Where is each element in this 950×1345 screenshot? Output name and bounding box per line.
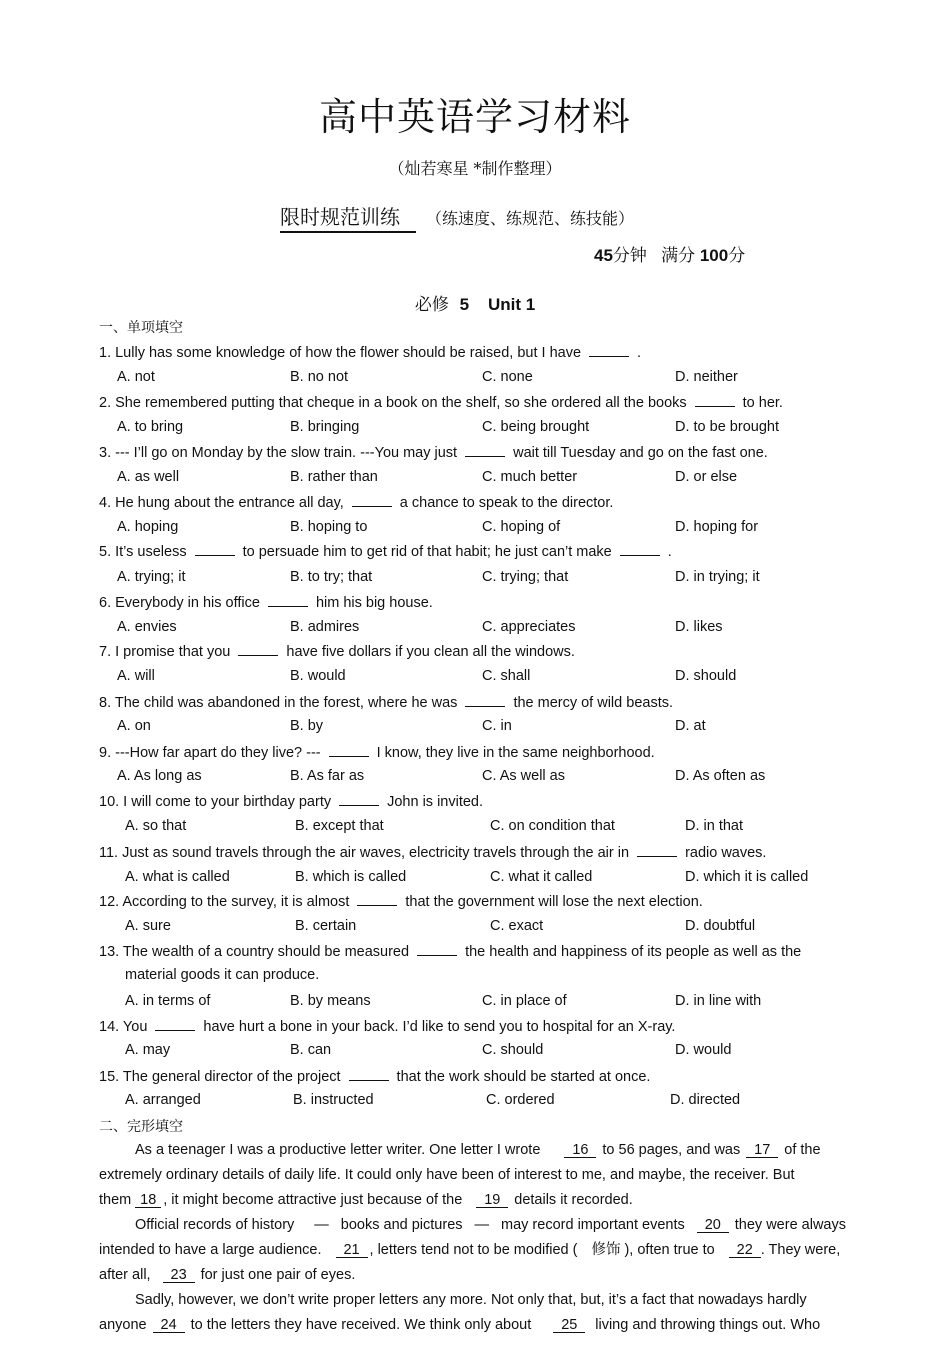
blank-17[interactable]: 17 [746,1143,778,1158]
question-7-option-c[interactable]: C. shall [482,668,531,684]
answer-blank[interactable] [465,444,505,457]
passage-line: intended to have a large audience. 21 , letters tend not to be modified ( 修饰 ), often true to 22 . They were, [99,1242,841,1258]
training-title: 限时规范训练 [280,201,416,233]
answer-blank[interactable] [339,793,379,806]
answer-blank[interactable] [195,543,235,556]
question-10: 10. I will come to your birthday party John is invited. [99,794,484,810]
question-9-option-d[interactable]: D. As often as [675,768,766,784]
document-subtitle: （灿若寒星 *制作整理） [388,159,562,178]
time-number: 45 [594,246,613,265]
answer-blank[interactable] [637,844,677,857]
unit-number: 5 [459,295,470,314]
answer-blank[interactable] [238,643,278,656]
answer-blank[interactable] [465,694,505,707]
question-13: 13. The wealth of a country should be measured the health and happiness of its people as well as the [99,944,802,960]
question-3-option-b[interactable]: B. rather than [290,469,378,485]
unit-heading [0,290,950,315]
question-10-option-c[interactable]: C. on condition that [490,818,615,834]
question-6-option-a[interactable]: A. envies [117,619,177,635]
question-6-option-c[interactable]: C. appreciates [482,619,576,635]
answer-blank[interactable] [620,543,660,556]
passage-line: As a teenager I was a productive letter writer. One letter I wrote 16 to 56 pages, and was 17 of the [135,1142,821,1158]
question-15-option-a[interactable]: A. arranged [125,1092,201,1108]
passage-line: Official records of history — books and pictures — may record important events 20 they were always [135,1217,846,1233]
question-8-option-d[interactable]: D. at [675,718,706,734]
question-7-option-b[interactable]: B. would [290,668,346,684]
unit-name: Unit 1 [487,295,536,314]
question-6-option-b[interactable]: B. admires [290,619,360,635]
question-13-option-c[interactable]: C. in place of [482,993,567,1009]
blank-19[interactable]: 19 [476,1193,508,1208]
question-2-option-a[interactable]: A. to bring [117,419,184,435]
answer-blank[interactable] [268,594,308,607]
question-12-option-a[interactable]: A. sure [125,918,171,934]
blank-18[interactable]: 18 [135,1193,161,1208]
blank-23[interactable]: 23 [163,1268,195,1283]
question-5-option-d[interactable]: D. in trying; it [675,569,760,585]
unit-book: 必修 [414,295,449,315]
question-2-option-d[interactable]: D. to be brought [675,419,779,435]
question-2-option-b[interactable]: B. bringing [290,419,360,435]
blank-21[interactable]: 21 [336,1243,368,1258]
answer-blank[interactable] [329,744,369,757]
question-3: 3. --- I’ll go on Monday by the slow train. ---You may just wait till Tuesday and go on the fast one. [99,445,768,461]
question-1-option-b[interactable]: B. no not [290,369,349,385]
passage-line: them 18 , it might become attractive just because of the 19 details it recorded. [99,1192,633,1208]
passage-line: Sadly, however, we don’t write proper letters any more. Not only that, but, it’s a fact that nowadays hardly [135,1292,807,1308]
question-7-option-a[interactable]: A. will [117,668,155,684]
answer-blank[interactable] [352,494,392,507]
passage-line: anyone 24 to the letters they have received. We think only about 25 living and throwing things out. Who [99,1317,821,1333]
answer-blank[interactable] [357,893,397,906]
answer-blank[interactable] [349,1068,389,1081]
question-3-option-a[interactable]: A. as well [117,469,180,485]
question-14: 14. You have hurt a bone in your back. I’d like to send you to hospital for an X-ray. [99,1019,676,1035]
blank-22[interactable]: 22 [729,1243,761,1258]
question-5-option-b[interactable]: B. to try; that [290,569,373,585]
score-number: 100 [699,246,729,265]
blank-24[interactable]: 24 [153,1318,185,1333]
question-12-option-b[interactable]: B. certain [295,918,357,934]
section-cloze: 二、完形填空 [99,1119,183,1135]
question-14-option-d[interactable]: D. would [675,1042,732,1058]
question-10-option-a[interactable]: A. so that [125,818,187,834]
question-2: 2. She remembered putting that cheque in a book on the shelf, so she ordered all the books to her. [99,395,783,411]
answer-blank[interactable] [155,1018,195,1031]
question-9-option-c[interactable]: C. As well as [482,768,565,784]
question-11-option-d[interactable]: D. which it is called [685,869,809,885]
question-12: 12. According to the survey, it is almost that the government will lose the next election. [99,894,703,910]
question-14-option-c[interactable]: C. should [482,1042,544,1058]
question-2-option-c[interactable]: C. being brought [482,419,590,435]
question-1: 1. Lully has some knowledge of how the flower should be raised, but I have . [99,345,642,361]
question-3-option-d[interactable]: D. or else [675,469,738,485]
answer-blank[interactable] [695,394,735,407]
blank-20[interactable]: 20 [697,1218,729,1233]
training-note: （练速度、练规范、练技能） [426,209,635,228]
question-4-option-b[interactable]: B. hoping to [290,519,368,535]
question-15-option-d[interactable]: D. directed [670,1092,741,1108]
question-9: 9. ---How far apart do they live? --- I know, they live in the same neighborhood. [99,745,655,761]
question-8-option-a[interactable]: A. on [117,718,151,734]
passage-line: extremely ordinary details of daily life. It could only have been of interest to me, and maybe, the receiver. But [99,1167,795,1183]
training-heading [280,201,634,233]
question-12-option-d[interactable]: D. doubtful [685,918,756,934]
time-and-score [594,241,745,266]
question-11: 11. Just as sound travels through the air waves, electricity travels through the air in radio waves. [99,845,767,861]
question-3-option-c[interactable]: C. much better [482,469,578,485]
question-13-continued: material goods it can produce. [125,967,320,983]
question-4-option-d[interactable]: D. hoping for [675,519,759,535]
question-4: 4. He hung about the entrance all day, a chance to speak to the director. [99,495,614,511]
question-5-option-c[interactable]: C. trying; that [482,569,569,585]
question-5-option-a[interactable]: A. trying; it [117,569,186,585]
section-single-choice: 一、单项填空 [99,320,183,336]
question-13-option-d[interactable]: D. in line with [675,993,762,1009]
document-title: 高中英语学习材料 [318,95,631,139]
question-14-option-a[interactable]: A. may [125,1042,171,1058]
answer-blank[interactable] [589,344,629,357]
question-4-option-c[interactable]: C. hoping of [482,519,561,535]
question-13-option-b[interactable]: B. by means [290,993,371,1009]
cloze-passage [99,1138,864,1338]
score-label: 满分 [661,246,696,265]
question-1-option-d[interactable]: D. neither [675,369,738,385]
question-11-option-b[interactable]: B. which is called [295,869,407,885]
question-5: 5. It’s useless to persuade him to get rid of that habit; he just can’t make . [99,544,672,560]
blank-16[interactable]: 16 [564,1143,596,1158]
question-8-option-b[interactable]: B. by [290,718,324,734]
question-14-option-b[interactable]: B. can [290,1042,332,1058]
question-13-option-a[interactable]: A. in terms of [125,993,211,1009]
question-8-option-c[interactable]: C. in [482,718,512,734]
question-10-option-b[interactable]: B. except that [295,818,384,834]
blank-25[interactable]: 25 [553,1318,585,1333]
question-1-option-a[interactable]: A. not [117,369,155,385]
question-15-option-c[interactable]: C. ordered [486,1092,555,1108]
question-6: 6. Everybody in his office him his big house. [99,595,433,611]
question-15-option-b[interactable]: B. instructed [293,1092,374,1108]
question-11-option-a[interactable]: A. what is called [125,869,230,885]
passage-line: after all, 23 for just one pair of eyes. [99,1267,356,1283]
question-15: 15. The general director of the project that the work should be started at once. [99,1069,651,1085]
question-9-option-a[interactable]: A. As long as [117,768,202,784]
question-1-option-c[interactable]: C. none [482,369,533,385]
question-10-option-d[interactable]: D. in that [685,818,744,834]
answer-blank[interactable] [417,943,457,956]
question-4-option-a[interactable]: A. hoping [117,519,179,535]
question-6-option-d[interactable]: D. likes [675,619,723,635]
question-7: 7. I promise that you have five dollars if you clean all the windows. [99,644,575,660]
question-12-option-c[interactable]: C. exact [490,918,544,934]
score-unit: 分 [728,246,746,265]
time-unit: 分钟 [612,246,647,265]
question-8: 8. The child was abandoned in the forest, where he was the mercy of wild beasts. [99,695,674,711]
question-11-option-c[interactable]: C. what it called [490,869,593,885]
question-7-option-d[interactable]: D. should [675,668,737,684]
question-9-option-b[interactable]: B. As far as [290,768,365,784]
